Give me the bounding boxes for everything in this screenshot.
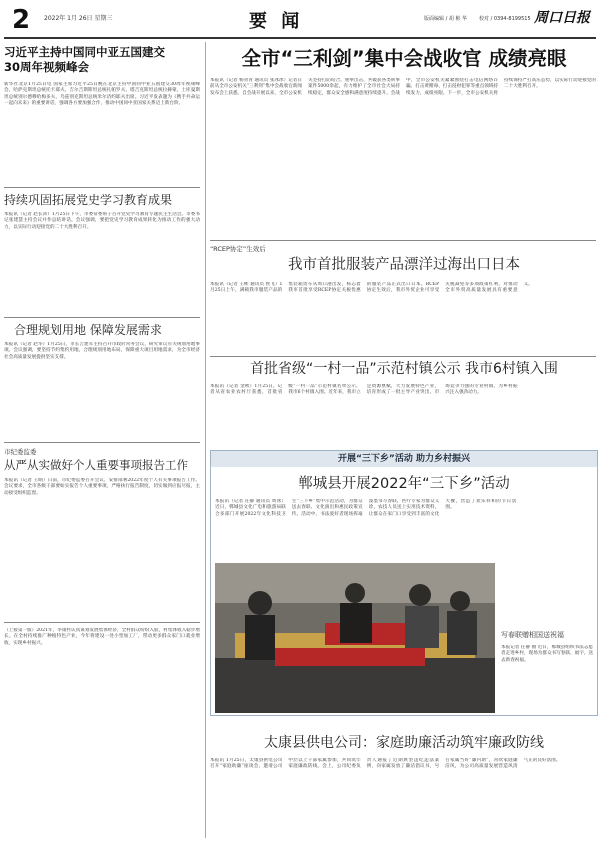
lead-body: 本报讯（记者 杨青青 通讯员 张冰冰）记者日前从全市公安机关“三利剑”集中会战收官新闻发布会上获悉，自会战开展以来，全市公安机关坚持打防结合，重拳出击，共破获各类刑事案件5000余起，有力维护了全市社会大局持续稳定，群众安全感和满意度持续提升。会战中，全市公安机关紧紧围绕打击电信网络诈骗、打击黄赌毒、打击侵财犯罪等重点领域持续发力，成绩亮眼。下一步，全市公安机关将持续保持严打高压态势，以实际行动迎接党的二十大胜利召开。 bbox=[210, 78, 596, 96]
article-body: 本报讯（记者 王晴）日前，市纪委监委召开会议，安排部署2022年度个人有关事项报告工作。会议要求，全市各级干部要如实报告个人重要事项，严格执行报告制度，切实做到应报尽报，主动接受组织监督。 bbox=[4, 478, 200, 496]
special-headline: 郸城县开展2022年“三下乡”活动 bbox=[298, 476, 510, 492]
article-title: 持续巩固拓展党史学习教育成果 bbox=[4, 193, 173, 207]
lead-headline: 全市“三利剑”集中会战收官 成绩亮眼 bbox=[241, 47, 567, 70]
article-title: 合理规划用地 保障发展需求 bbox=[14, 323, 162, 337]
column-divider bbox=[205, 42, 206, 838]
main-column bbox=[210, 42, 596, 838]
special-section bbox=[210, 450, 598, 716]
section-title: 要 闻 bbox=[249, 11, 304, 32]
article-kicker: “RCEP协定”生效后 bbox=[210, 245, 266, 253]
article-headline: 太康县供电公司：家庭助廉活动筑牢廉政防线 bbox=[264, 735, 544, 751]
article-body: 本报讯（记者 金秋）1月25日，记者从省农业农村厅获悉，首批省级“一村一品”示范村镇名单公示，我市6个村镇入围。近年来，我市立足资源禀赋，大力发展特色产业，培育形成了一批主导产业突出、市场竞争力强的专业村镇，为乡村振兴注入强劲动力。 bbox=[210, 384, 518, 396]
divider bbox=[4, 442, 200, 443]
article-body: 本报讯（记者 赵长沛）1月25日下午，市委常委班子召开党史学习教育专题民主生活会。市委书记张建慧主持会议并作总结讲话。会议强调，要把党史学习教育成果转化为推动工作的强大动力，以实际行动迎接党的二十大胜利召开。 bbox=[4, 212, 200, 230]
article-body: 本报讯 1月25日，太康县供电公司召开“家庭助廉”座谈会，邀请公司中层以上干部家属参加，共同筑牢家庭廉政防线。会上，公司纪委负责人通报了近期典型违纪违法案例，向家属发放了廉洁倡议书，号召家属当好“廉内助”，常吹家庭廉洁风，为公司高质量发展营造风清气正的良好氛围。 bbox=[210, 758, 561, 770]
article-title: 习近平主持中国同中亚五国建交30周年视频峰会 bbox=[4, 45, 165, 74]
editor-line: 版面编辑 / 胡 彬 华 bbox=[424, 16, 468, 22]
divider bbox=[4, 622, 200, 623]
event-photo-svg bbox=[215, 563, 495, 713]
article-kicker: 市纪委监委 bbox=[4, 448, 37, 456]
special-banner-title: 开展“三下乡”活动 助力乡村振兴 bbox=[338, 454, 470, 464]
phone-line: 校对 / 0394-8199515 bbox=[479, 16, 531, 22]
divider bbox=[210, 356, 596, 357]
page-header bbox=[4, 3, 596, 39]
page-number: 2 bbox=[12, 5, 31, 35]
photo-caption-title: 写春联赠相国送祝福 bbox=[501, 631, 564, 639]
article-title: 从严从实做好个人重要事项报告工作 bbox=[4, 458, 188, 472]
article-body: 本报讯（记者 王彬 通讯员 侯飞）1月25日上午，满载我市服装产品的集装箱货车从周口港出发，标志着我市首批享受RCEP协定关税优惠的服装产品正式出口日本。RCEP协定生效后，我市外贸企业可享受关税减免等多项政策红利，对推动全市外贸高质量发展具有重要意义。 bbox=[210, 282, 533, 294]
photo-caption-body: 本报记者 任静 摄 近日，郸城县组织书法志愿者走进乡村，现场为群众书写春联、福字，送去新春祝福。 bbox=[501, 645, 593, 663]
date-line: 2022年 1月 26日 星期三 bbox=[44, 15, 113, 22]
article-body: （上接第一版）2021年，李康村认真谋划发展集体经济，全村群众纷纷入股，村集体收入稳步增长。在全村持续推广种植特色产业，今年将建设一处小型加工厂，带动更多群众家门口就业增收，实现乡村振兴。 bbox=[4, 628, 200, 646]
special-body: 本报讯（记者 任静 通讯员 周冰）近日，郸城县文化广电和旅游局联合多部门开展2022年文化科技卫生“三下乡”集中示范活动，为群众送去春联、文化演出和惠民政策宣传。活动中，书法爱好者现场挥毫泼墨书写春联，医疗专家为群众义诊，农技人员送上实用技术资料，让群众在家门口享受到丰富的文化大餐，营造了欢乐祥和的节日氛围。 bbox=[215, 499, 517, 517]
header-rule bbox=[4, 37, 596, 39]
article-body: 新华社北京1月25日电 国家主席习近平25日晚在北京主持中国同中亚五国建交30周年视频峰会。哈萨克斯坦总统托卡耶夫、吉尔吉斯斯坦总统扎帕罗夫、塔吉克斯坦总统拉赫蒙、土库曼斯坦总统别尔德穆哈梅多夫、乌兹别克斯坦总统米尔济约耶夫出席。习近平发表题为《携手共命运 一起向未来》的重要讲话，强调各方要加强合作，推动中国同中亚国家关系迈上新台阶。 bbox=[4, 82, 200, 106]
divider bbox=[4, 187, 200, 188]
article-headline: 首批省级“一村一品”示范村镇公示 我市6村镇入围 bbox=[250, 361, 558, 377]
event-photo bbox=[215, 563, 495, 713]
article-headline: 我市首批服装产品漂洋过海出口日本 bbox=[288, 257, 520, 273]
divider bbox=[210, 240, 596, 241]
article-body: 本报讯（记者 赵华）1月25日，市长吉建军主持召开市政府常务会议，研究审议有关规划用地事项。会议强调，要坚持节约集约用地，合理规划用地布局，保障重大项目用地需求，为全市经济社会高质量发展提供坚实支撑。 bbox=[4, 342, 200, 360]
masthead-logo: 周口日报 bbox=[534, 10, 590, 26]
divider bbox=[4, 317, 200, 318]
left-column bbox=[4, 42, 202, 838]
